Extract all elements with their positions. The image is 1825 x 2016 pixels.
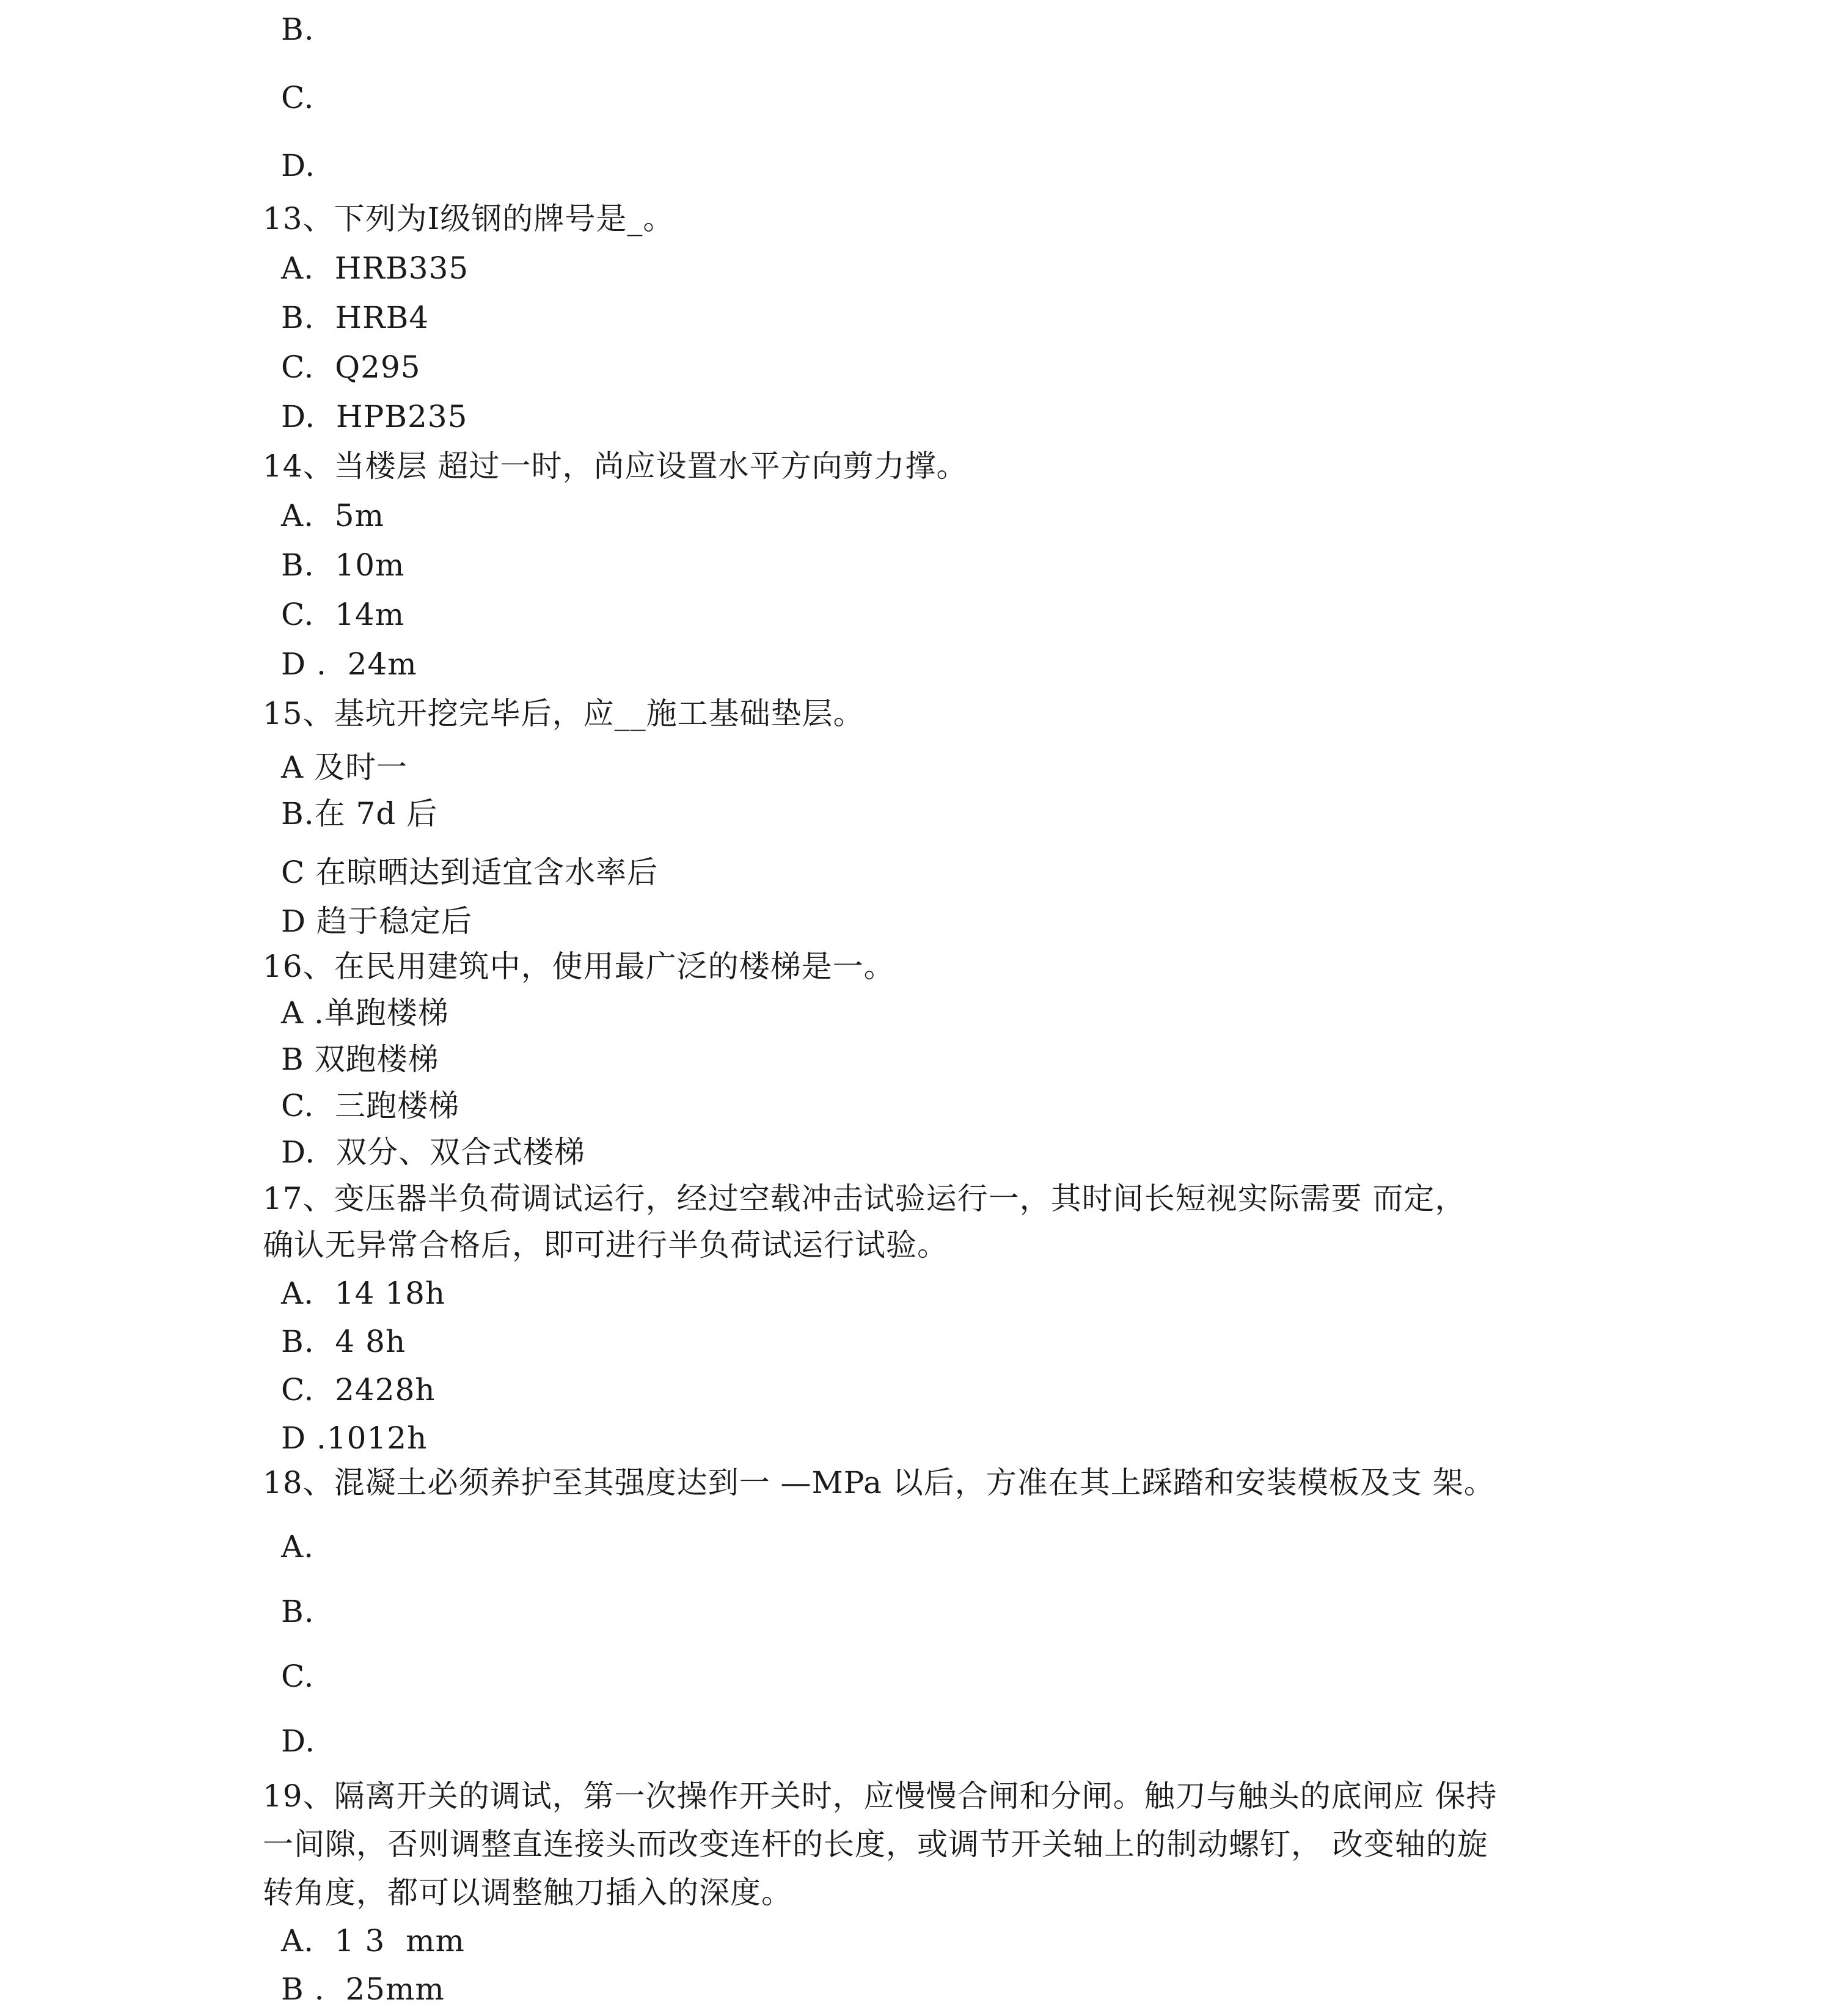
option-line: C. 三跑楼梯 <box>281 1088 460 1123</box>
question-line: 一间隙，否则调整直连接头而改变连杆的长度，或调节开关轴上的制动螺钉， 改变轴的旋 <box>263 1827 1488 1862</box>
option-line: A 及时一 <box>281 750 408 785</box>
option-line: C 在晾晒达到适宜含水率后 <box>281 855 659 890</box>
option-line: D 趋于稳定后 <box>281 904 472 939</box>
question-line: 16、在民用建筑中，使用最广泛的楼梯是一。 <box>263 949 895 984</box>
question-line: 14、当楼层 超过一时，尚应设置水平方向剪力撑。 <box>263 448 968 484</box>
option-line: C. <box>281 80 315 115</box>
question-line: 18、混凝土必须养护至其强度达到一 —MPa 以后，方准在其上踩踏和安装模板及支 架。 <box>263 1465 1495 1500</box>
option-line: B. <box>281 12 315 47</box>
option-line: C. Q295 <box>281 349 421 385</box>
option-line: B . 25mm <box>281 1971 445 2007</box>
option-line: C. <box>281 1659 315 1694</box>
option-line: D .1012h <box>281 1420 428 1456</box>
option-line: D. <box>281 1723 316 1759</box>
option-line: A. HRB335 <box>281 250 469 286</box>
option-line: C. 14m <box>281 597 405 632</box>
option-line: B. 4 8h <box>281 1324 406 1359</box>
question-line: 15、基坑开挖完毕后，应__施工基础垫层。 <box>263 696 865 731</box>
option-line: B. <box>281 1594 315 1629</box>
option-line: B. 10m <box>281 547 405 583</box>
option-line: A. <box>281 1529 315 1565</box>
option-line: A. 5m <box>281 498 385 533</box>
option-line: D . 24m <box>281 646 417 682</box>
question-line: 17、变压器半负荷调试运行，经过空载冲击试验运行一，其时间长短视实际需要 而定， <box>263 1181 1466 1216</box>
question-line: 13、下列为Ⅰ级钢的牌号是_。 <box>263 201 675 236</box>
question-line: 19、隔离开关的调试，第一次操作开关时，应慢慢合闸和分闸。触刀与触头的底闸应 保持 <box>263 1778 1498 1814</box>
option-line: A. 1 3 mm <box>281 1923 465 1959</box>
option-line: D. 双分、双合式楼梯 <box>281 1134 585 1170</box>
option-line: D. <box>281 148 316 183</box>
option-line: A .单跑楼梯 <box>281 995 449 1031</box>
option-line: B.在 7d 后 <box>281 796 438 831</box>
option-line: B. HRB4 <box>281 300 430 335</box>
option-line: A. 14 18h <box>281 1276 446 1311</box>
option-line: C. 2428h <box>281 1372 436 1408</box>
option-line: D. HPB235 <box>281 399 468 434</box>
question-line: 转角度，都可以调整触刀插入的深度。 <box>263 1875 792 1910</box>
option-line: B 双跑楼梯 <box>281 1042 439 1077</box>
question-line: 确认无异常合格后，即可进行半负荷试运行试验。 <box>263 1227 948 1263</box>
